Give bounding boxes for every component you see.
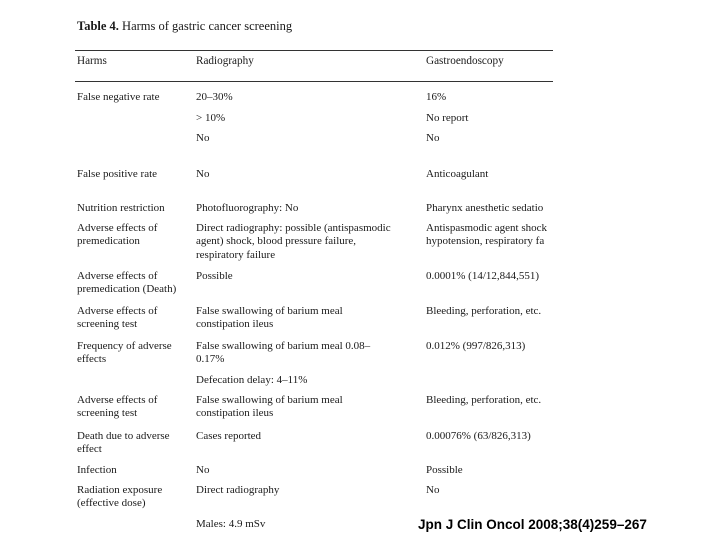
table-cell-radiography: Photofluorography: No: [196, 202, 299, 214]
top-rule: [75, 50, 553, 51]
table-title: Harms of gastric cancer screening: [122, 19, 293, 33]
table-cell-harm: Death due to adverse effect: [77, 430, 170, 456]
table-cell-gastroendoscopy: No: [426, 132, 440, 144]
table-cell-gastroendoscopy: 0.00076% (63/826,313): [426, 430, 531, 442]
table-cell-radiography: 20–30%: [196, 91, 233, 103]
table-cell-radiography: False swallowing of barium meal constipation ileus: [196, 305, 343, 331]
table-cell-harm: False negative rate: [77, 91, 160, 103]
table-cell-gastroendoscopy: Pharynx anesthetic sedatio: [426, 202, 544, 214]
table-caption: [77, 19, 292, 34]
column-header-harms: Harms: [77, 55, 107, 67]
table-cell-gastroendoscopy: Possible: [426, 464, 463, 476]
table-cell-radiography: Direct radiography: possible (antispasmodic agent) shock, blood pressure failure, respiratory failure: [196, 222, 391, 261]
table-label: Table 4.: [77, 19, 119, 33]
table-cell-harm: Adverse effects of screening test: [77, 305, 158, 331]
table-cell-radiography: > 10%: [196, 112, 226, 124]
table-cell-radiography: No: [196, 132, 210, 144]
header-rule: [75, 81, 553, 82]
table-cell-gastroendoscopy: No report: [426, 112, 469, 124]
table-cell-gastroendoscopy: 16%: [426, 91, 447, 103]
column-header-radiography: Radiography: [196, 55, 254, 67]
table-cell-harm: Adverse effects of screening test: [77, 394, 158, 420]
table-cell-radiography: Cases reported: [196, 430, 262, 442]
table-cell-gastroendoscopy: Anticoagulant: [426, 168, 489, 180]
table-cell-radiography: Defecation delay: 4–11%: [196, 374, 308, 386]
column-header-gastroendoscopy: Gastroendoscopy: [426, 55, 504, 67]
table-cell-radiography: No: [196, 464, 210, 476]
citation: Jpn J Clin Oncol 2008;38(4)259–267: [418, 517, 647, 532]
table-cell-harm: Adverse effects of premedication (Death): [77, 270, 177, 296]
table-cell-gastroendoscopy: Bleeding, perforation, etc.: [426, 394, 542, 406]
table-cell-harm: Adverse effects of premedication: [77, 222, 158, 248]
table-cell-radiography: Direct radiography: [196, 484, 280, 496]
table-cell-gastroendoscopy: Bleeding, perforation, etc.: [426, 305, 542, 317]
table-cell-gastroendoscopy: 0.012% (997/826,313): [426, 340, 526, 352]
table-cell-gastroendoscopy: 0.0001% (14/12,844,551): [426, 270, 540, 282]
table-cell-radiography: No: [196, 168, 210, 180]
table-cell-gastroendoscopy: Antispasmodic agent shock hypotension, respiratory fa: [426, 222, 547, 248]
table-cell-harm: Nutrition restriction: [77, 202, 165, 214]
table-cell-harm: False positive rate: [77, 168, 158, 180]
table-cell-harm: Frequency of adverse effects: [77, 340, 172, 366]
table-cell-radiography: False swallowing of barium meal 0.08– 0.17%: [196, 340, 371, 366]
table-cell-harm: Radiation exposure (effective dose): [77, 484, 163, 510]
table-cell-radiography: False swallowing of barium meal constipation ileus: [196, 394, 343, 420]
table-cell-gastroendoscopy: No: [426, 484, 440, 496]
table-cell-radiography: Possible: [196, 270, 233, 282]
table-cell-harm: Infection: [77, 464, 117, 476]
table-cell-radiography: Males: 4.9 mSv: [196, 518, 266, 530]
